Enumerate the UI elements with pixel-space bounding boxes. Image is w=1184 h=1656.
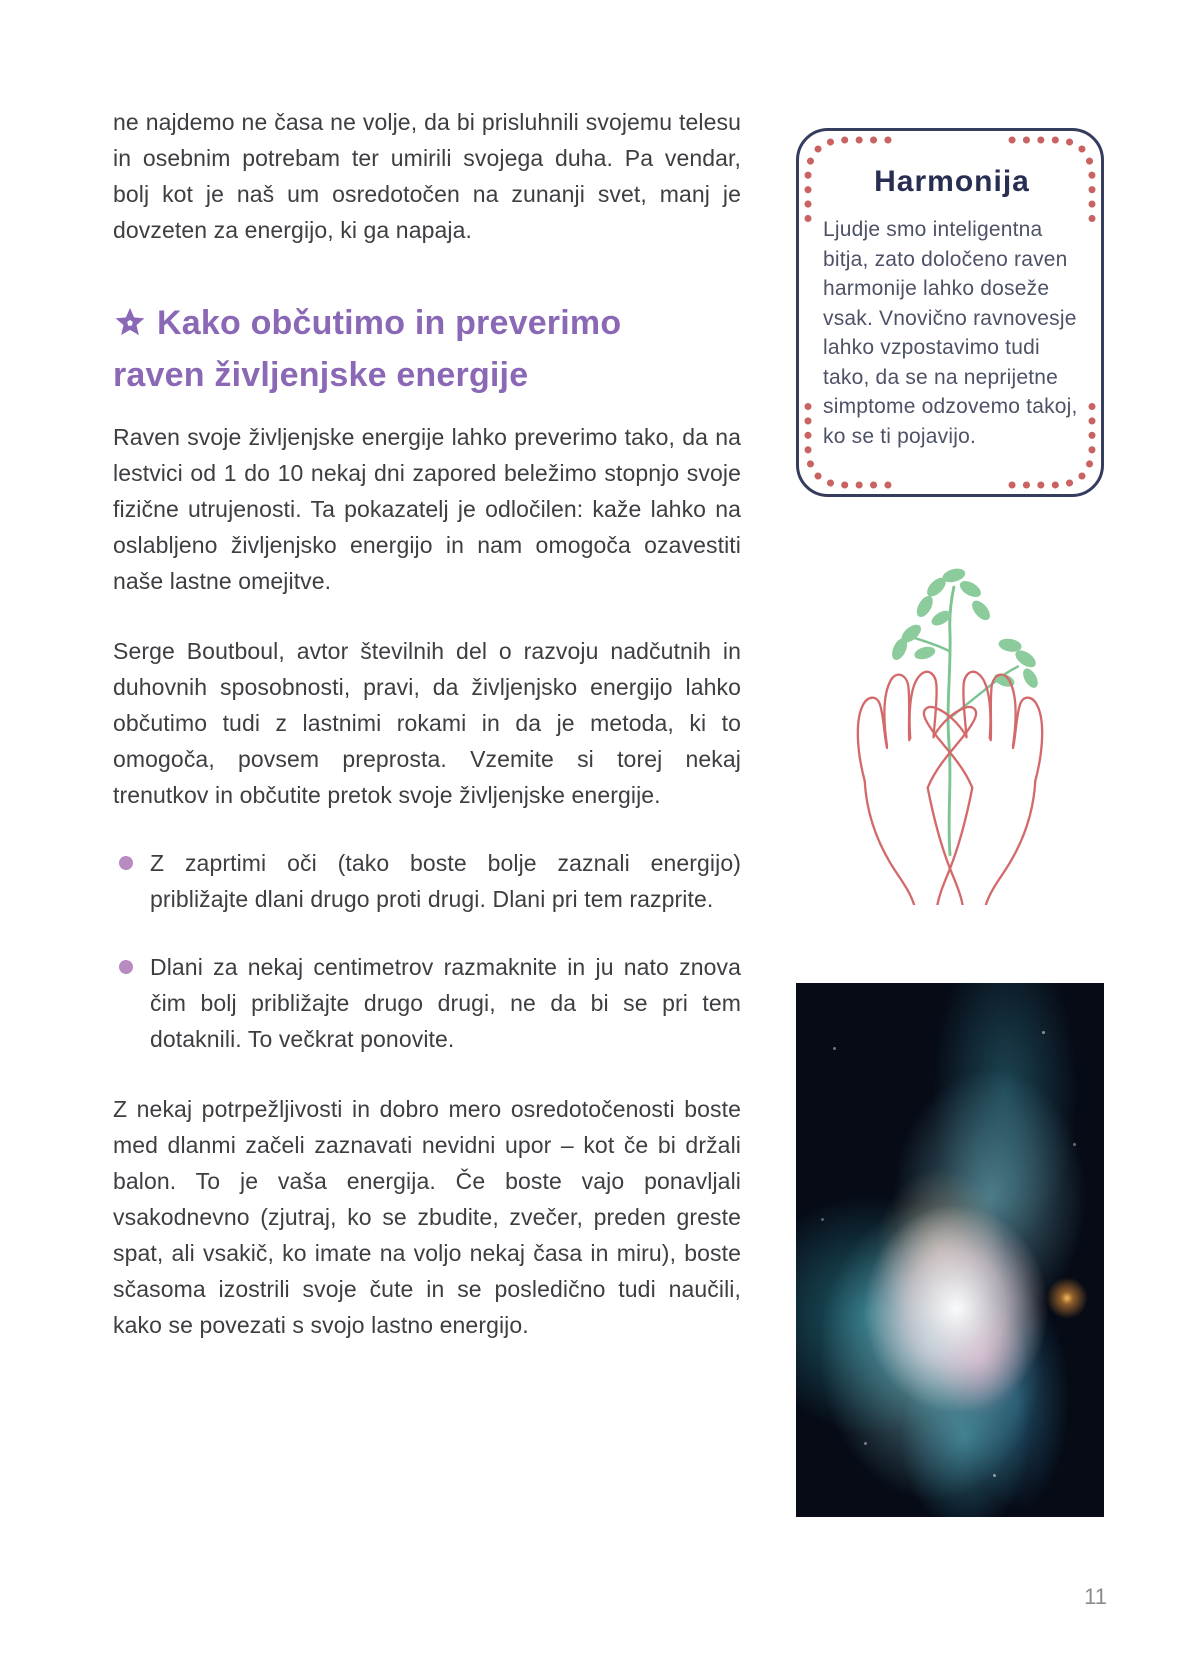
left-hand xyxy=(858,672,976,905)
callout-title: Harmonija xyxy=(874,165,1030,198)
closing-paragraph: Z nekaj potrpežljivosti in dobro mero osredotočenosti boste med dlanmi začeli zaznavati nevidni upor – kot če bi držali balon. To je vaša energija. Če boste vajo ponavljali vsakodnevno (zjutraj, ko se zbudite, zvečer, preden greste spat, ali vsakič, ko imate na voljo nekaj časa in miru), boste sčasoma izostrili svoje čute in se posledično tudi naučili, kako se povezati s svojo lastno energijo. xyxy=(113,1096,741,1338)
star-speck xyxy=(1042,1031,1045,1034)
bullet-dot-icon xyxy=(119,856,133,870)
hands-holding-plant-illustration xyxy=(796,527,1104,905)
star-speck xyxy=(1073,1143,1076,1146)
cosmic-energy-image xyxy=(796,983,1104,1517)
paragraph: Serge Boutboul, avtor številnih del o razvoju nadčutnih in duhovnih sposobnosti, pravi, da življenjsko energijo lahko občutimo tudi z lastnimi rokami in da je metoda, ki to omogoča, povsem preprosta. Vzemite si torej nekaj trenutkov in občutite pretok svoje življenjske energije. xyxy=(113,638,741,808)
sidebar-column xyxy=(796,128,1104,1517)
paragraph: Raven svoje življenjske energije lahko preverimo tako, da na lestvici od 1 do 10 nekaj dni zapored beležimo stopnjo svoje fizične utrujenosti. Ta pokazatelj je odločilen: kaže lahko na oslabljeno življenjsko energijo in nam omogoča ozavestiti naše lastne omejitve. xyxy=(113,424,741,594)
star-speck xyxy=(864,1442,867,1445)
page-number: 11 xyxy=(1084,1584,1107,1609)
intro-paragraph: ne najdemo ne časa ne volje, da bi prisluhnili svojemu telesu in osebnim potrebam ter umirili svojega duha. Pa vendar, bolj kot je naš um osredotočen na zunanji svet, manj je dovzeten za energijo, ki ga napaja. xyxy=(113,109,741,243)
star-speck xyxy=(833,1047,836,1050)
section-heading xyxy=(113,300,698,399)
star-speck xyxy=(993,1474,996,1477)
hands-plant-svg xyxy=(800,527,1100,905)
bullet-text: Z zaprtimi oči (tako boste bolje zaznali energijo) približajte dlani drugo proti drugi. Dlani pri tem razprite. xyxy=(150,850,741,912)
right-hand xyxy=(924,672,1042,905)
bullet-item xyxy=(113,845,741,917)
bullet-item xyxy=(113,949,741,1057)
star-speck xyxy=(821,1218,824,1221)
bullet-dot-icon xyxy=(119,960,133,974)
section-heading-text: Kako občutimo in preverimo raven življenjske energije xyxy=(113,304,622,394)
plant-leaves xyxy=(889,566,1041,690)
callout-body: Ljudje smo inteligentna bitja, zato določeno raven harmonije lahko doseže vsak. Vnovično ravnovesje lahko vzpostavimo tudi tako, da se na neprijetne simptome odzovemo takoj, ko se ti pojavijo. xyxy=(823,218,1078,448)
star-icon xyxy=(113,305,147,352)
harmonija-callout-box xyxy=(796,128,1104,497)
bullet-text: Dlani za nekaj centimetrov razmaknite in ju nato znova čim bolj približajte drugo drugi, ne da bi se pri tem dotaknili. To večkrat ponovite. xyxy=(150,954,741,1052)
main-text-column xyxy=(113,104,741,1343)
